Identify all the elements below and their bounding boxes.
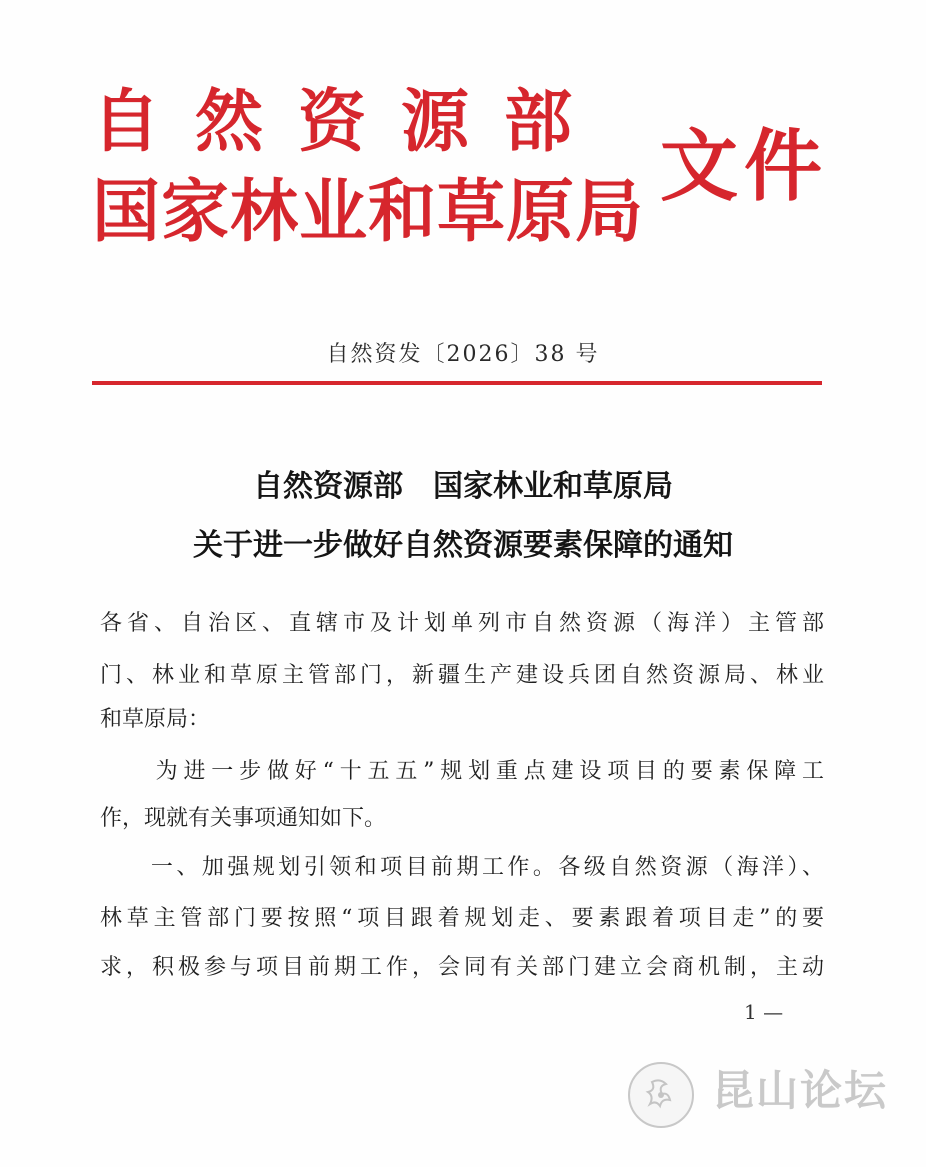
notice-title-line-2: 关于进一步做好自然资源要素保障的通知 xyxy=(193,528,733,563)
body-line: 为进一步做好“十五五”规划重点建设项目的要素保障工 xyxy=(100,759,824,784)
notice-title-line-1: 自然资源部 国家林业和草原局 xyxy=(253,469,673,504)
forum-watermark xyxy=(628,1060,918,1130)
body-line: 求，积极参与项目前期工作，会同有关部门建立会商机制，主动 xyxy=(100,955,824,980)
body-line: 林草主管部门要按照“项目跟着规划走、要素跟着项目走”的要 xyxy=(100,906,824,931)
page-number: 1 — xyxy=(744,1000,784,1024)
red-divider-line xyxy=(92,381,822,385)
issuer-forestry-grassland-bureau: 国家林业和草原局 xyxy=(92,172,645,252)
body-line: 一、加强规划引领和项目前期工作。各级自然资源（海洋）、 xyxy=(100,855,824,880)
body-line: 和草原局： xyxy=(100,707,211,732)
body-line: 作，现就有关事项通知如下。 xyxy=(100,806,387,831)
issuer-ministry-natural-resources: 自然资源部 xyxy=(92,82,608,162)
red-masthead xyxy=(92,78,832,258)
body-line: 门、林业和草原主管部门，新疆生产建设兵团自然资源局、林业 xyxy=(100,663,824,688)
kunshan-forum-logo-icon xyxy=(628,1062,694,1128)
document-number: 自然资发〔2026〕38 号 xyxy=(326,342,600,367)
body-line: 各省、自治区、直辖市及计划单列市自然资源（海洋）主管部 xyxy=(100,611,824,636)
watermark-text: 昆山论坛 xyxy=(712,1066,889,1115)
document-type-label: 文件 xyxy=(660,121,829,212)
